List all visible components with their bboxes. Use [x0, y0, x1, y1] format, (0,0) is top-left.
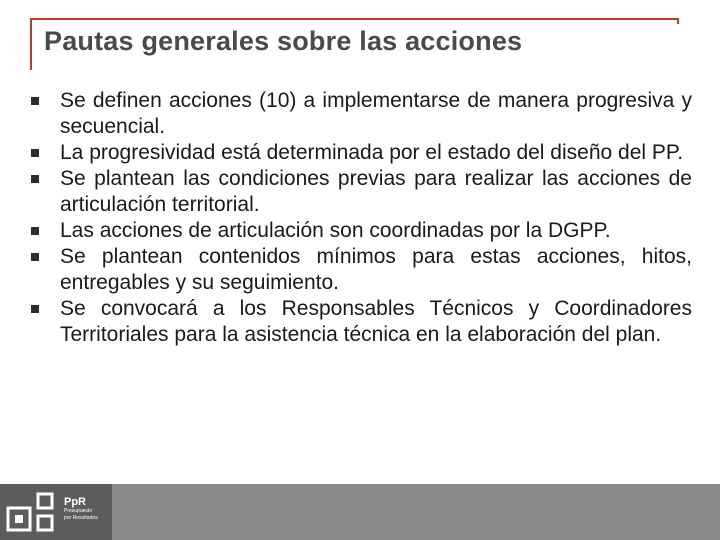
list-item — [28, 244, 692, 296]
list-item — [28, 140, 692, 166]
footer-bar — [0, 484, 720, 540]
square-bullet-icon — [31, 305, 39, 313]
bullet-text: Las acciones de articulación son coordinadas por la DGPP. — [60, 219, 611, 242]
bullet-list — [28, 88, 692, 348]
list-item — [28, 218, 692, 244]
bullet-text: Se plantean contenidos mínimos para estas acciones, hitos, entregables y su seguimiento. — [60, 245, 692, 294]
square-bullet-icon — [31, 149, 39, 157]
square-bullet-icon — [31, 227, 39, 235]
square-bullet-icon — [31, 175, 39, 183]
bullet-text: Se definen acciones (10) a implementarse de manera progresiva y secuencial. — [60, 89, 692, 138]
logo-subtitle-line2: por Resultados — [64, 515, 98, 521]
bullet-text: Se plantean las condiciones previas para realizar las acciones de articulación territorial. — [60, 167, 692, 216]
list-item — [28, 88, 692, 140]
list-item — [28, 296, 692, 348]
logo-text — [64, 496, 98, 522]
bullet-text: Se convocará a los Responsables Técnicos y Coordinadores Territoriales para la asistencia técnica en la elaboración del plan. — [60, 297, 692, 346]
list-item — [28, 166, 692, 218]
ppr-logo-icon — [6, 492, 62, 534]
bullet-text: La progresividad está determinada por el estado del diseño del PP. — [60, 141, 684, 164]
ppr-logo — [0, 484, 112, 540]
logo-abbr: PpR — [64, 496, 86, 508]
square-bullet-icon — [31, 97, 39, 105]
page-title: Pautas generales sobre las acciones — [44, 26, 523, 56]
logo-subtitle-line1: Presupuesto — [64, 508, 93, 514]
square-bullet-icon — [31, 253, 39, 261]
